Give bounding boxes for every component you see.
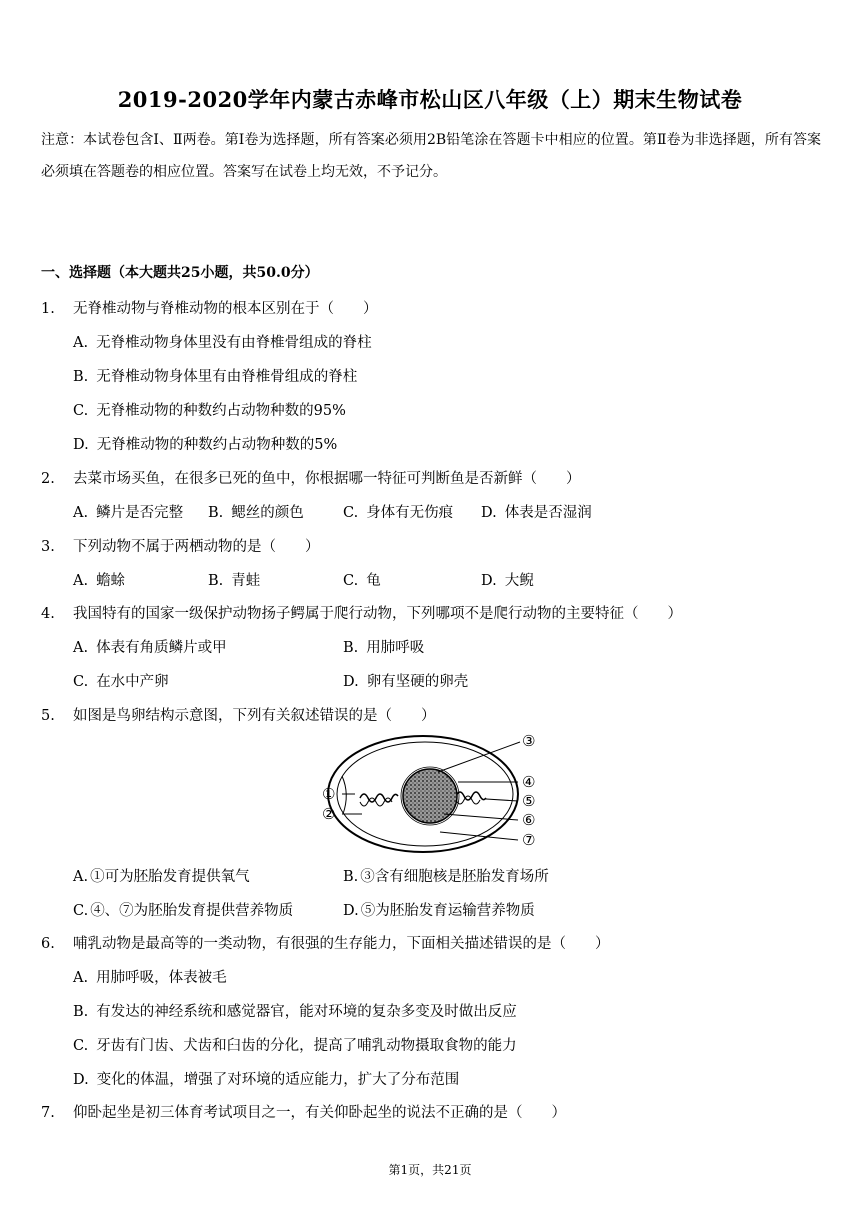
option-text: 体表有角质鳞片或甲 — [96, 640, 227, 656]
option-1d[interactable] — [73, 433, 337, 454]
question-stem: 去菜市场买鱼，在很多已死的鱼中，你根据哪一特征可判断鱼是否新鲜（ ） — [73, 471, 581, 487]
option-letter: D. — [73, 437, 89, 453]
figure-label-3: ③ — [522, 732, 536, 750]
option-text: 用肺呼吸，体表被毛 — [96, 970, 227, 986]
option-text: 无脊椎动物的种数约占动物种数的5% — [96, 437, 338, 453]
option-letter: D. — [481, 505, 497, 521]
option-letter: C. — [73, 674, 89, 690]
option-text: 鳃丝的颜色 — [231, 505, 304, 521]
question-4 — [41, 602, 682, 623]
exam-title: 2019-2020学年内蒙古赤峰市松山区八年级（上）期末生物试卷 — [117, 87, 743, 112]
option-text: 鳞片是否完整 — [96, 505, 184, 521]
option-1b[interactable] — [73, 365, 357, 386]
option-text: 体表是否湿润 — [504, 505, 592, 521]
bird-egg-diagram — [310, 728, 550, 856]
option-4d[interactable] — [343, 670, 468, 691]
option-letter: A. — [73, 640, 89, 656]
option-4b[interactable] — [343, 636, 424, 657]
option-text: 无脊椎动物身体里有由脊椎骨组成的脊柱 — [96, 369, 358, 385]
option-5c[interactable] — [73, 899, 293, 920]
question-3 — [41, 535, 320, 556]
option-6b[interactable] — [73, 1000, 517, 1021]
question-7 — [41, 1101, 566, 1122]
option-2c[interactable] — [343, 501, 453, 522]
option-2b[interactable] — [208, 501, 304, 522]
option-letter: B. — [208, 505, 224, 521]
option-6a[interactable] — [73, 966, 227, 987]
figure-label-1: ① — [322, 785, 336, 803]
option-6d[interactable] — [73, 1068, 459, 1089]
option-letter: D. — [343, 674, 359, 690]
option-5d[interactable] — [343, 899, 535, 920]
option-3c[interactable] — [343, 569, 381, 590]
option-letter: A. — [73, 573, 89, 589]
option-text: 有发达的神经系统和感觉器官，能对环境的复杂多变及时做出反应 — [96, 1004, 517, 1020]
egg-yolk — [403, 769, 457, 823]
option-3d[interactable] — [481, 569, 534, 590]
option-letter: D. — [73, 1072, 89, 1088]
question-number: 6. — [41, 936, 55, 952]
option-text: 龟 — [366, 573, 381, 589]
option-text: 用肺呼吸 — [366, 640, 425, 656]
option-3b[interactable] — [208, 569, 260, 590]
option-text: 卵有坚硬的卵壳 — [366, 674, 469, 690]
option-letter: A. — [73, 335, 89, 351]
question-stem: 下列动物不属于两栖动物的是（ ） — [73, 539, 320, 555]
option-2d[interactable] — [481, 501, 592, 522]
option-letter: C. — [343, 505, 359, 521]
option-letter: A. — [73, 970, 89, 986]
question-stem: 如图是鸟卵结构示意图，下列有关叙述错误的是（ ） — [73, 708, 436, 724]
option-6c[interactable] — [73, 1034, 517, 1055]
question-stem: 我国特有的国家一级保护动物扬子鳄属于爬行动物，下列哪项不是爬行动物的主要特征（ ） — [73, 606, 682, 622]
option-letter: B. — [73, 1004, 89, 1020]
option-letter: B. — [343, 869, 359, 885]
option-text: 在水中产卵 — [96, 674, 169, 690]
option-letter: B. — [343, 640, 359, 656]
figure-label-4: ④ — [522, 773, 536, 791]
option-text: 青蛙 — [231, 573, 261, 589]
option-letter: C. — [73, 403, 89, 419]
option-text: ①可为胚胎发育提供氧气 — [90, 869, 250, 885]
option-text: 大鲵 — [504, 573, 534, 589]
option-text: ③含有细胞核是胚胎发育场所 — [360, 869, 549, 885]
option-5b[interactable] — [343, 865, 549, 886]
option-letter: C. — [343, 573, 359, 589]
question-number: 4. — [41, 606, 55, 622]
option-3a[interactable] — [73, 569, 125, 590]
exam-notice: 注意：本试卷包含Ⅰ、Ⅱ两卷。第Ⅰ卷为选择题，所有答案必须用2B铅笔涂在答题卡中相应的位置。第Ⅱ卷为非选择题，所有答案必须填在答题卷的相应位置。答案写在试卷上均无效，不予记分。 — [41, 132, 821, 180]
option-letter: A. — [73, 869, 89, 885]
question-1 — [41, 297, 378, 318]
option-4c[interactable] — [73, 670, 169, 691]
question-6 — [41, 932, 610, 953]
option-letter: D. — [343, 903, 359, 919]
option-letter: B. — [208, 573, 224, 589]
option-5a[interactable] — [73, 865, 250, 886]
figure-label-2: ② — [322, 805, 336, 823]
question-number: 5. — [41, 708, 55, 724]
option-1c[interactable] — [73, 399, 346, 420]
option-text: 牙齿有门齿、犬齿和臼齿的分化，提高了哺乳动物摄取食物的能力 — [96, 1038, 517, 1054]
page-footer: 第1页，共21页 — [388, 1163, 472, 1177]
question-stem: 仰卧起坐是初三体育考试项目之一，有关仰卧起坐的说法不正确的是（ ） — [73, 1105, 566, 1121]
question-2 — [41, 467, 581, 488]
figure-label-6: ⑥ — [522, 811, 536, 829]
question-stem: 哺乳动物是最高等的一类动物，有很强的生存能力，下面相关描述错误的是（ ） — [73, 936, 610, 952]
option-text: 无脊椎动物的种数约占动物种数的95% — [96, 403, 346, 419]
option-letter: A. — [73, 505, 89, 521]
option-text: 变化的体温，增强了对环境的适应能力，扩大了分布范围 — [96, 1072, 460, 1088]
option-letter: C. — [73, 1038, 89, 1054]
question-number: 1. — [41, 301, 55, 317]
option-text: 身体有无伤痕 — [366, 505, 454, 521]
question-5 — [41, 704, 436, 725]
figure-label-5: ⑤ — [522, 792, 536, 810]
option-letter: D. — [481, 573, 497, 589]
option-letter: C. — [73, 903, 89, 919]
question-number: 3. — [41, 539, 55, 555]
option-letter: B. — [73, 369, 89, 385]
option-1a[interactable] — [73, 331, 372, 352]
option-text: 蟾蜍 — [96, 573, 126, 589]
question-number: 7. — [41, 1105, 55, 1121]
question-stem: 无脊椎动物与脊椎动物的根本区别在于（ ） — [73, 301, 378, 317]
option-text: 无脊椎动物身体里没有由脊椎骨组成的脊柱 — [96, 335, 372, 351]
option-4a[interactable] — [73, 636, 227, 657]
option-text: ④、⑦为胚胎发育提供营养物质 — [90, 903, 294, 919]
figure-label-7: ⑦ — [522, 831, 536, 849]
question-number: 2. — [41, 471, 55, 487]
option-text: ⑤为胚胎发育运输营养物质 — [360, 903, 535, 919]
option-2a[interactable] — [73, 501, 183, 522]
section-title: 一、选择题（本大题共25小题，共50.0分） — [41, 265, 319, 281]
